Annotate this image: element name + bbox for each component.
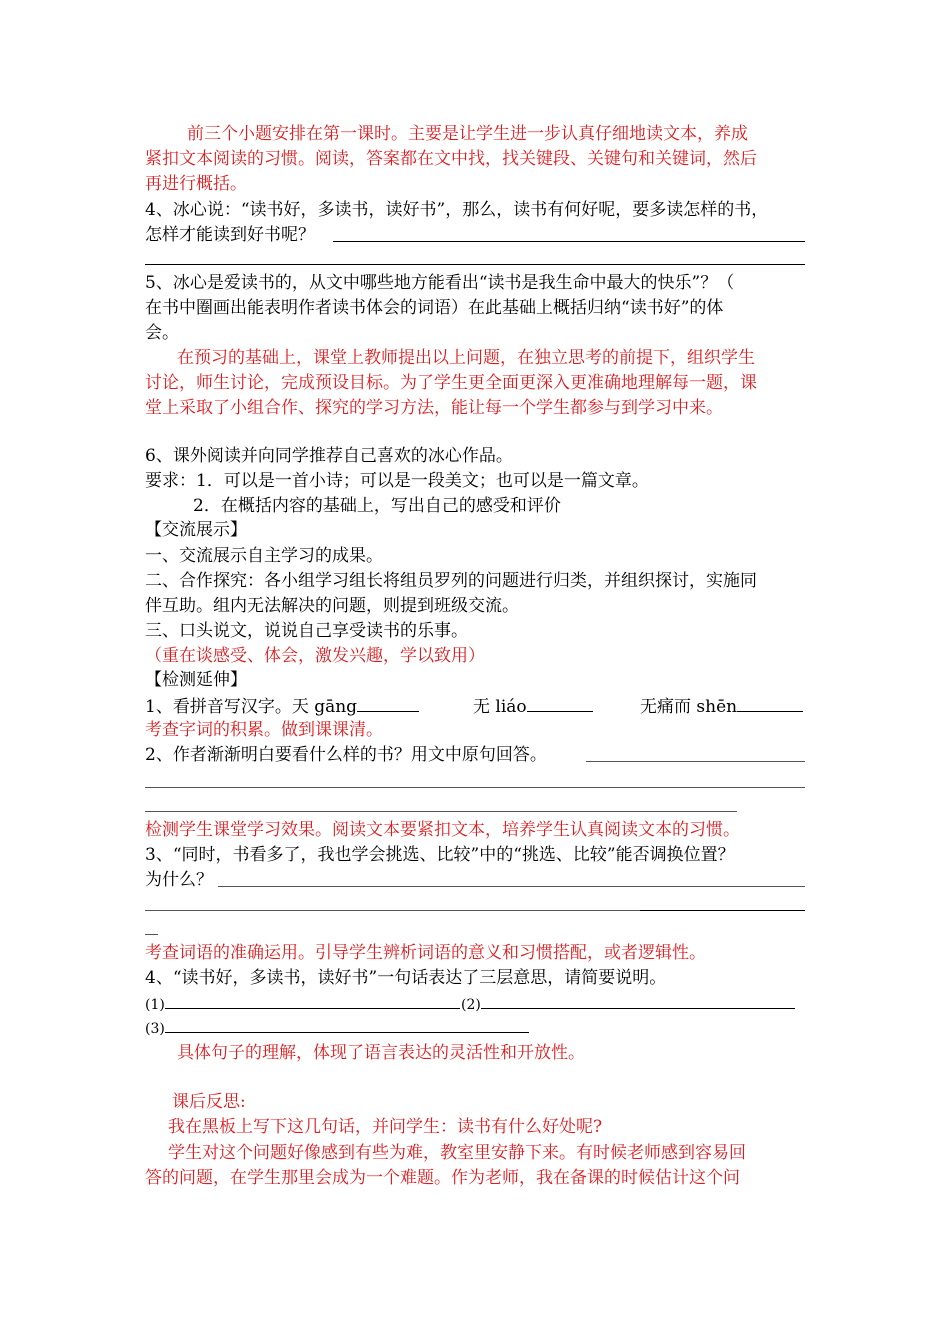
note-paragraph-1: 再进行概括。 <box>145 174 247 194</box>
answer-blank <box>165 1017 529 1033</box>
answer-blank <box>737 693 803 712</box>
test-2: 2、作者渐渐明白要看什么样的书？用文中原句回答。 <box>145 745 547 765</box>
item-number: (1) <box>145 997 165 1013</box>
section-heading-exchange: 【交流展示】 <box>145 520 247 540</box>
test-3: 3、“同时，书看多了，我也学会挑选、比较”中的“挑选、比较”能否调换位置？ <box>145 845 735 865</box>
note-exchange: （重在谈感受、体会，激发兴趣，学以致用） <box>145 646 485 666</box>
note-paragraph-2: 堂上采取了小组合作、探究的学习方法，能让每一个学生都参与到学习中来。 <box>145 398 723 418</box>
note-paragraph-2: 在预习的基础上，课堂上教师提出以上问题，在独立思考的前提下，组织学生 <box>177 348 755 368</box>
item-number: (3) <box>145 1021 165 1037</box>
exchange-item-2: 伴互助。组内无法解决的问题，则提到班级交流。 <box>145 596 519 616</box>
note-test-4: 具体句子的理解，体现了语言表达的灵活性和开放性。 <box>177 1043 585 1063</box>
note-test-3: 考查词语的准确运用。引导学生辨析词语的意义和习惯搭配，或者逻辑性。 <box>145 943 706 963</box>
answer-line <box>145 811 737 812</box>
exchange-item-3: 三、口头说文，说说自己享受读书的乐事。 <box>145 621 468 641</box>
answer-blank <box>357 693 419 712</box>
answer-line <box>145 787 805 788</box>
note-paragraph-2: 讨论，师生讨论，完成预设目标。为了学生更全面更深入更准确地理解每一题，课 <box>145 373 757 393</box>
requirement-2: 2．在概括内容的基础上，写出自己的感受和评价 <box>193 496 561 516</box>
test-4: 4、“读书好，多读书，读好书”一句话表达了三层意思，请简要说明。 <box>145 968 667 988</box>
section-heading-test: 【检测延伸】 <box>145 670 247 690</box>
exchange-item-1: 一、交流展示自主学习的成果。 <box>145 546 383 566</box>
answer-line <box>145 934 158 935</box>
question-5: 5、冰心是爱读书的，从文中哪些地方能看出“读书是我生命中最大的快乐”？（ <box>145 273 735 293</box>
answer-blank <box>165 993 460 1009</box>
question-4: 怎样才能读到好书呢？ <box>145 225 315 245</box>
test-4-answer-1 <box>145 993 460 1017</box>
note-paragraph-1: 紧扣文本阅读的习惯。阅读，答案都在文中找，找关键段、关键句和关键词，然后 <box>145 149 757 169</box>
requirement-1: 要求：1．可以是一首小诗；可以是一段美文；也可以是一篇文章。 <box>145 471 649 491</box>
note-test-2: 检测学生课堂学习效果。阅读文本要紧扣文本，培养学生认真阅读文本的习惯。 <box>145 820 740 840</box>
test-4-answer-2 <box>461 993 795 1017</box>
answer-blank <box>481 993 795 1009</box>
reflection-paragraph-1: 我在黑板上写下这几句话，并问学生：读书有什么好处呢? <box>168 1117 603 1137</box>
test-1-pinyin <box>145 693 419 719</box>
test-4-answer-3 <box>145 1017 529 1041</box>
answer-line <box>640 910 805 911</box>
answer-blank <box>527 693 593 712</box>
answer-line <box>333 241 805 242</box>
exchange-item-2: 二、合作探究：各小组学习组长将组员罗列的问题进行归类，并组织探讨，实施同 <box>145 571 757 591</box>
pinyin-item-2: 无 liáo <box>473 697 527 717</box>
question-5: 在书中圈画出能表明作者读书体会的词语）在此基础上概括归纳“读书好”的体 <box>145 298 724 318</box>
reflection-title: 课后反思: <box>172 1092 246 1112</box>
question-6: 6、课外阅读并向同学推荐自己喜欢的冰心作品。 <box>145 446 513 466</box>
test-3: 为什么？ <box>145 870 213 890</box>
answer-line <box>145 910 640 911</box>
test-1-pinyin <box>473 693 593 719</box>
question-4: 4、冰心说：“读书好，多读书，读好书”，那么，读书有何好呢，要多读怎样的书， <box>145 200 769 220</box>
reflection-paragraph-2: 答的问题，在学生那里会成为一个难题。作为老师，我在备课的时候估计这个问 <box>145 1168 740 1188</box>
question-5: 会。 <box>145 323 179 343</box>
answer-line <box>145 264 805 265</box>
answer-line <box>218 886 805 887</box>
test-1-pinyin <box>640 693 803 719</box>
reflection-paragraph-2: 学生对这个问题好像感到有些为难，教室里安静下来。有时候老师感到容易回 <box>168 1143 746 1163</box>
pinyin-item-3: 无痛而 shēn <box>640 697 738 717</box>
note-test-1: 考查字词的积累。做到课课清。 <box>145 720 383 740</box>
pinyin-item-1: 1、看拼音写汉字。天 gāng <box>145 697 358 717</box>
note-paragraph-1: 前三个小题安排在第一课时。主要是让学生进一步认真仔细地读文本，养成 <box>187 124 748 144</box>
answer-line <box>586 761 805 762</box>
item-number: (2) <box>461 997 481 1013</box>
